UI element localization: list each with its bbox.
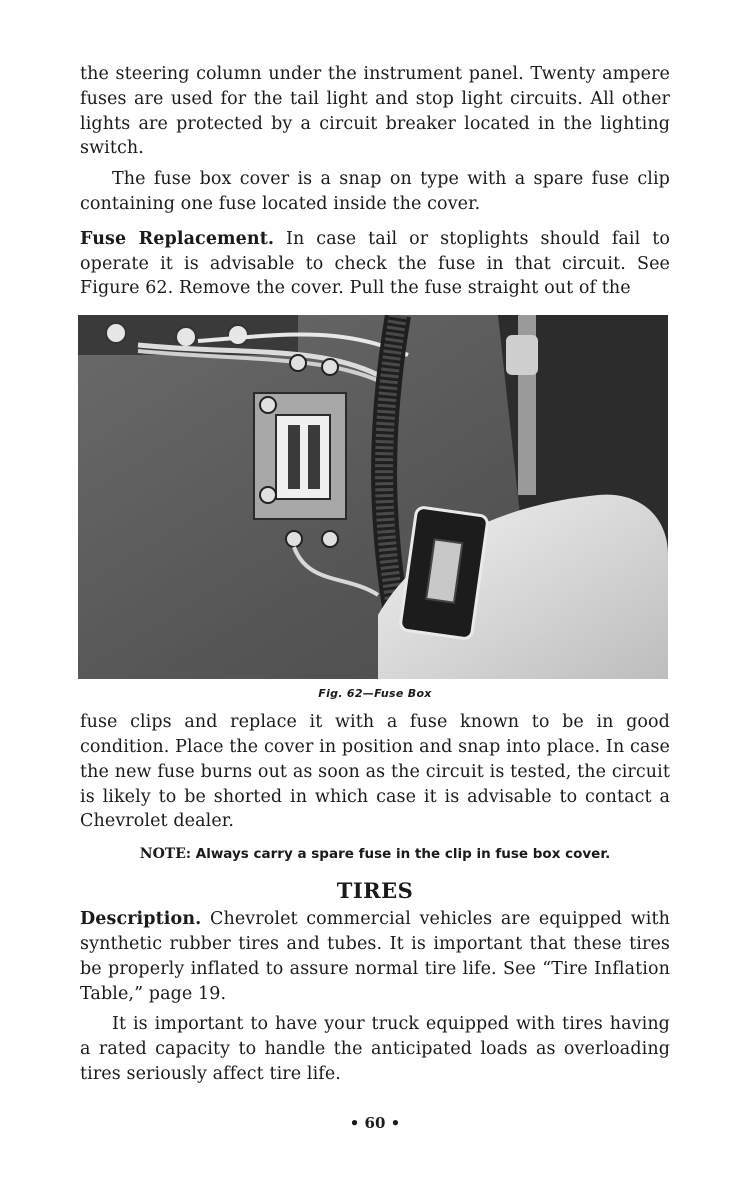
note-text: Always carry a spare fuse in the clip in fuse box cover. [191,846,611,863]
paragraph-tire-capacity: It is important to have your truck equipped with tires having a rated capacity to handle the anticipated loads as overloading tires seriously affect tire life. [80,1014,670,1084]
manual-page [80,62,670,1087]
paragraph-fuse-clips: fuse clips and replace it with a fuse known to be in good condition. Place the cover in position and snap into place. In case the new fuse burns out as soon as the circuit is tested, the circuit is likely to be shorted in which case it is advisable to contact a Chevrolet dealer. [80,712,670,832]
paragraph-fuse-box-cover: The fuse box cover is a snap on type with a spare fuse clip containing one fuse located inside the cover. [80,169,670,214]
note-label: NOTE: [139,846,192,863]
fuse-replacement-text: In case tail or stoplights should fail to operate it is advisable to check the fuse in that circuit. See Figure 62. Remove the cover. Pull the fuse straight out of the [80,228,670,299]
fuse-box-photo [78,315,668,679]
description-heading: Description. [80,909,202,930]
paragraph-fuse-replacement [80,227,670,301]
fuse-box-illustration [78,315,668,679]
fuse-replacement-heading: Fuse Replacement. [80,228,275,249]
paragraph-tires-description [80,907,670,1006]
note-spare-fuse [80,846,670,862]
page-number: • 60 • [349,1114,401,1132]
figure-caption: Fig. 62—Fuse Box [318,687,432,701]
description-text: Chevrolet commercial vehicles are equipped with synthetic rubber tires and tubes. It is important that these tires be properly inflated to assure normal tire life. See “Tire Inflation Table,” page 19. [80,909,670,1004]
paragraph-steering-column: the steering column under the instrument panel. Twenty ampere fuses are used for the tail light and stop light circuits. All other lights are protected by a circuit breaker located in the lighting switch. [80,64,670,159]
section-heading-tires: TIRES [336,878,414,904]
